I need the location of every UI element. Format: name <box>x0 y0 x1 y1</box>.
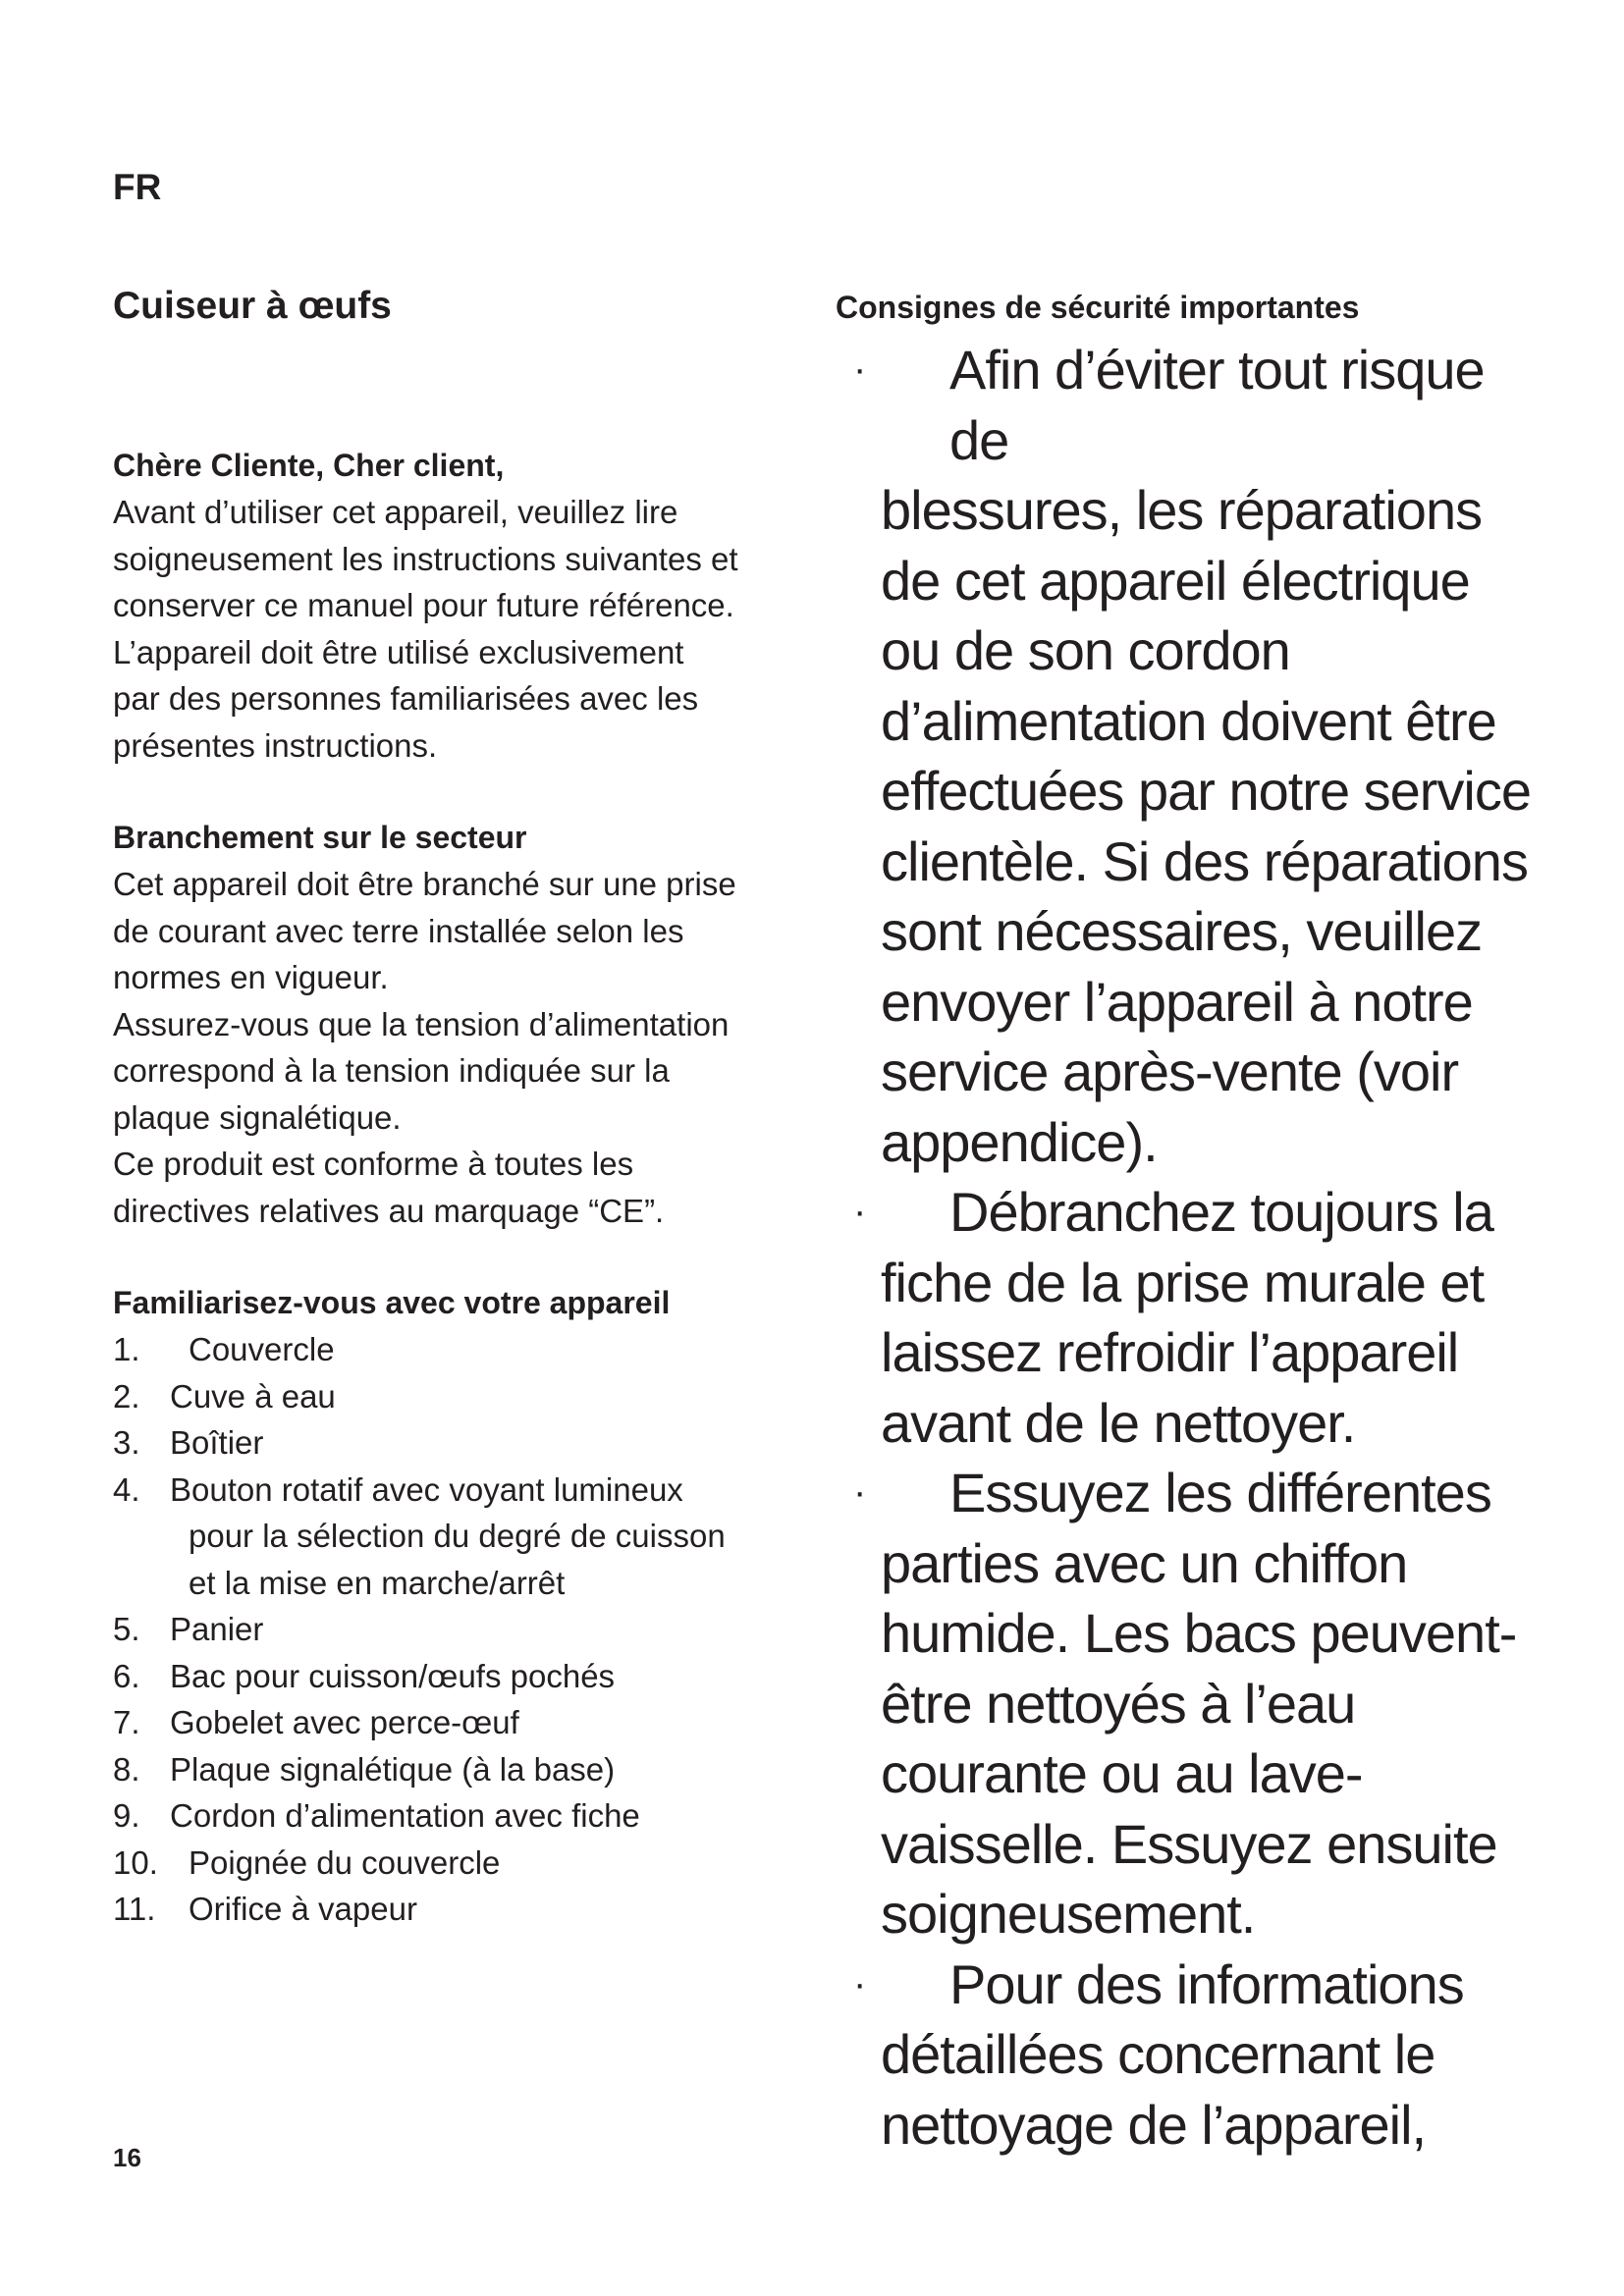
safety-item-first-line: Afin d’éviter tout risque de <box>949 339 1485 471</box>
intro-line: présentes instructions. <box>113 726 438 764</box>
parts-list-item <box>113 1326 800 1373</box>
safety-item <box>836 335 1543 1177</box>
document-title: Cuiseur à œufs <box>113 285 392 327</box>
parts-list-item <box>113 1653 800 1700</box>
parts-section <box>113 1279 800 1933</box>
item-text: Plaque signalétique (à la base) <box>170 1750 616 1788</box>
parts-list-item <box>113 1840 800 1887</box>
spacer <box>113 769 800 814</box>
safety-item <box>836 1177 1543 1458</box>
mains-line: plaque signalétique. <box>113 1098 402 1136</box>
safety-item-line: détaillées concernant le <box>881 2023 1435 2085</box>
safety-item-line: soigneusement. <box>881 1883 1256 1945</box>
mains-line: Cet appareil doit être branché sur une prise <box>113 866 736 902</box>
parts-list-item-continuation: pour la sélection du degré de cuisson <box>189 1518 726 1554</box>
mains-line: directives relatives au marquage “CE”. <box>113 1192 665 1229</box>
item-text: Boîtier <box>170 1424 264 1461</box>
safety-item-line: d’alimentation doivent être <box>881 689 1496 752</box>
item-number: 3. <box>113 1424 140 1461</box>
parts-heading: Familiarisez-vous avec votre appareil <box>113 1285 671 1320</box>
mains-line: normes en vigueur. <box>113 959 389 995</box>
item-number: 11. <box>113 1891 156 1927</box>
safety-item-line: laissez refroidir l’appareil <box>881 1321 1459 1383</box>
language-code: FR <box>113 167 162 207</box>
parts-list-item <box>113 1373 800 1420</box>
safety-item-line: parties avec un chiffon <box>881 1531 1408 1594</box>
parts-list-item <box>113 1699 800 1746</box>
parts-list-item <box>113 1746 800 1793</box>
item-text: Bouton rotatif avec voyant lumineux <box>170 1470 683 1508</box>
parts-list-item-continuation: et la mise en marche/arrêt <box>189 1564 566 1601</box>
intro-line: Avant d’utiliser cet appareil, veuillez lire <box>113 494 678 530</box>
item-number: 10. <box>113 1843 158 1881</box>
safety-heading: Consignes de sécurité importantes <box>836 290 1360 325</box>
safety-item-first-line: Pour des informations <box>949 1952 1464 2015</box>
intro-line: par des personnes familiarisées avec les <box>113 680 699 717</box>
safety-item-line: être nettoyés à l’eau <box>881 1672 1356 1735</box>
bullet-icon: · <box>853 1961 866 2005</box>
safety-item-line: courante ou au lave- <box>881 1742 1363 1804</box>
safety-item <box>836 1458 1543 1949</box>
mains-heading: Branchement sur le secteur <box>113 820 527 855</box>
parts-list <box>113 1326 800 1933</box>
safety-item-line: ou de son cordon <box>881 619 1290 681</box>
item-number: 2. <box>113 1377 140 1415</box>
mains-line: Assurez-vous que la tension d’alimentation <box>113 1005 730 1042</box>
intro-line: soigneusement les instructions suivantes et <box>113 540 738 577</box>
safety-item-line: avant de le nettoyer. <box>881 1391 1356 1454</box>
safety-item-first-line: Essuyez les différentes <box>949 1462 1491 1523</box>
safety-item-line: envoyer l’appareil à notre <box>881 970 1473 1033</box>
item-text: Poignée du couvercle <box>189 1843 501 1881</box>
mains-line: correspond à la tension indiquée sur la <box>113 1052 670 1089</box>
safety-list <box>836 335 1543 2160</box>
mains-line: Ce produit est conforme à toutes les <box>113 1146 634 1182</box>
safety-item <box>836 1949 1543 2161</box>
item-number: 8. <box>113 1750 140 1788</box>
parts-list-item <box>113 1792 800 1840</box>
safety-item-line: de cet appareil électrique <box>881 549 1470 612</box>
page-number: 16 <box>113 2143 141 2172</box>
bullet-icon: · <box>853 1470 866 1514</box>
item-number: 5. <box>113 1611 140 1647</box>
safety-item-line: service après-vente (voir <box>881 1041 1459 1102</box>
item-number: 1. <box>113 1331 140 1367</box>
mains-line: de courant avec terre installée selon les <box>113 912 684 949</box>
safety-item-first-line: Débranchez toujours la <box>949 1181 1493 1243</box>
item-number: 4. <box>113 1470 140 1508</box>
intro-section <box>113 442 800 769</box>
intro-line: conserver ce manuel pour future référence. <box>113 587 734 623</box>
intro-line: L’appareil doit être utilisé exclusivement <box>113 633 684 670</box>
safety-item-line: sont nécessaires, veuillez <box>881 900 1483 962</box>
item-number: 7. <box>113 1704 140 1740</box>
item-text: Orifice à vapeur <box>189 1891 417 1927</box>
safety-item-line: blessures, les réparations <box>881 479 1483 541</box>
item-text: Cordon d’alimentation avec fiche <box>170 1797 640 1834</box>
parts-list-item <box>113 1467 800 1514</box>
intro-heading: Chère Cliente, Cher client, <box>113 448 505 483</box>
left-column <box>113 282 800 1933</box>
parts-list-item <box>113 1419 800 1467</box>
right-column <box>836 284 1543 2160</box>
item-number: 6. <box>113 1657 140 1694</box>
safety-item-line: vaisselle. Essuyez ensuite <box>881 1812 1497 1875</box>
safety-item-line: effectuées par notre service <box>881 760 1532 822</box>
item-text: Bac pour cuisson/œufs pochés <box>170 1657 616 1694</box>
parts-list-item <box>113 1606 800 1653</box>
item-number: 9. <box>113 1797 140 1834</box>
bullet-icon: · <box>853 347 866 391</box>
bullet-icon: · <box>853 1190 866 1233</box>
safety-item-line: humide. Les bacs peuvent- <box>881 1602 1517 1664</box>
safety-item-line: clientèle. Si des réparations <box>881 829 1528 892</box>
mains-section <box>113 814 800 1234</box>
spacer <box>113 1234 800 1279</box>
safety-item-line: fiche de la prise murale et <box>881 1251 1485 1313</box>
safety-item-line: appendice). <box>881 1110 1158 1173</box>
item-text: Panier <box>170 1611 264 1647</box>
item-text: Couvercle <box>189 1331 335 1367</box>
item-text: Cuve à eau <box>170 1377 336 1415</box>
parts-list-item <box>113 1886 800 1933</box>
safety-item-line: nettoyage de l’appareil, <box>881 2093 1427 2156</box>
item-text: Gobelet avec perce-œuf <box>170 1704 519 1740</box>
